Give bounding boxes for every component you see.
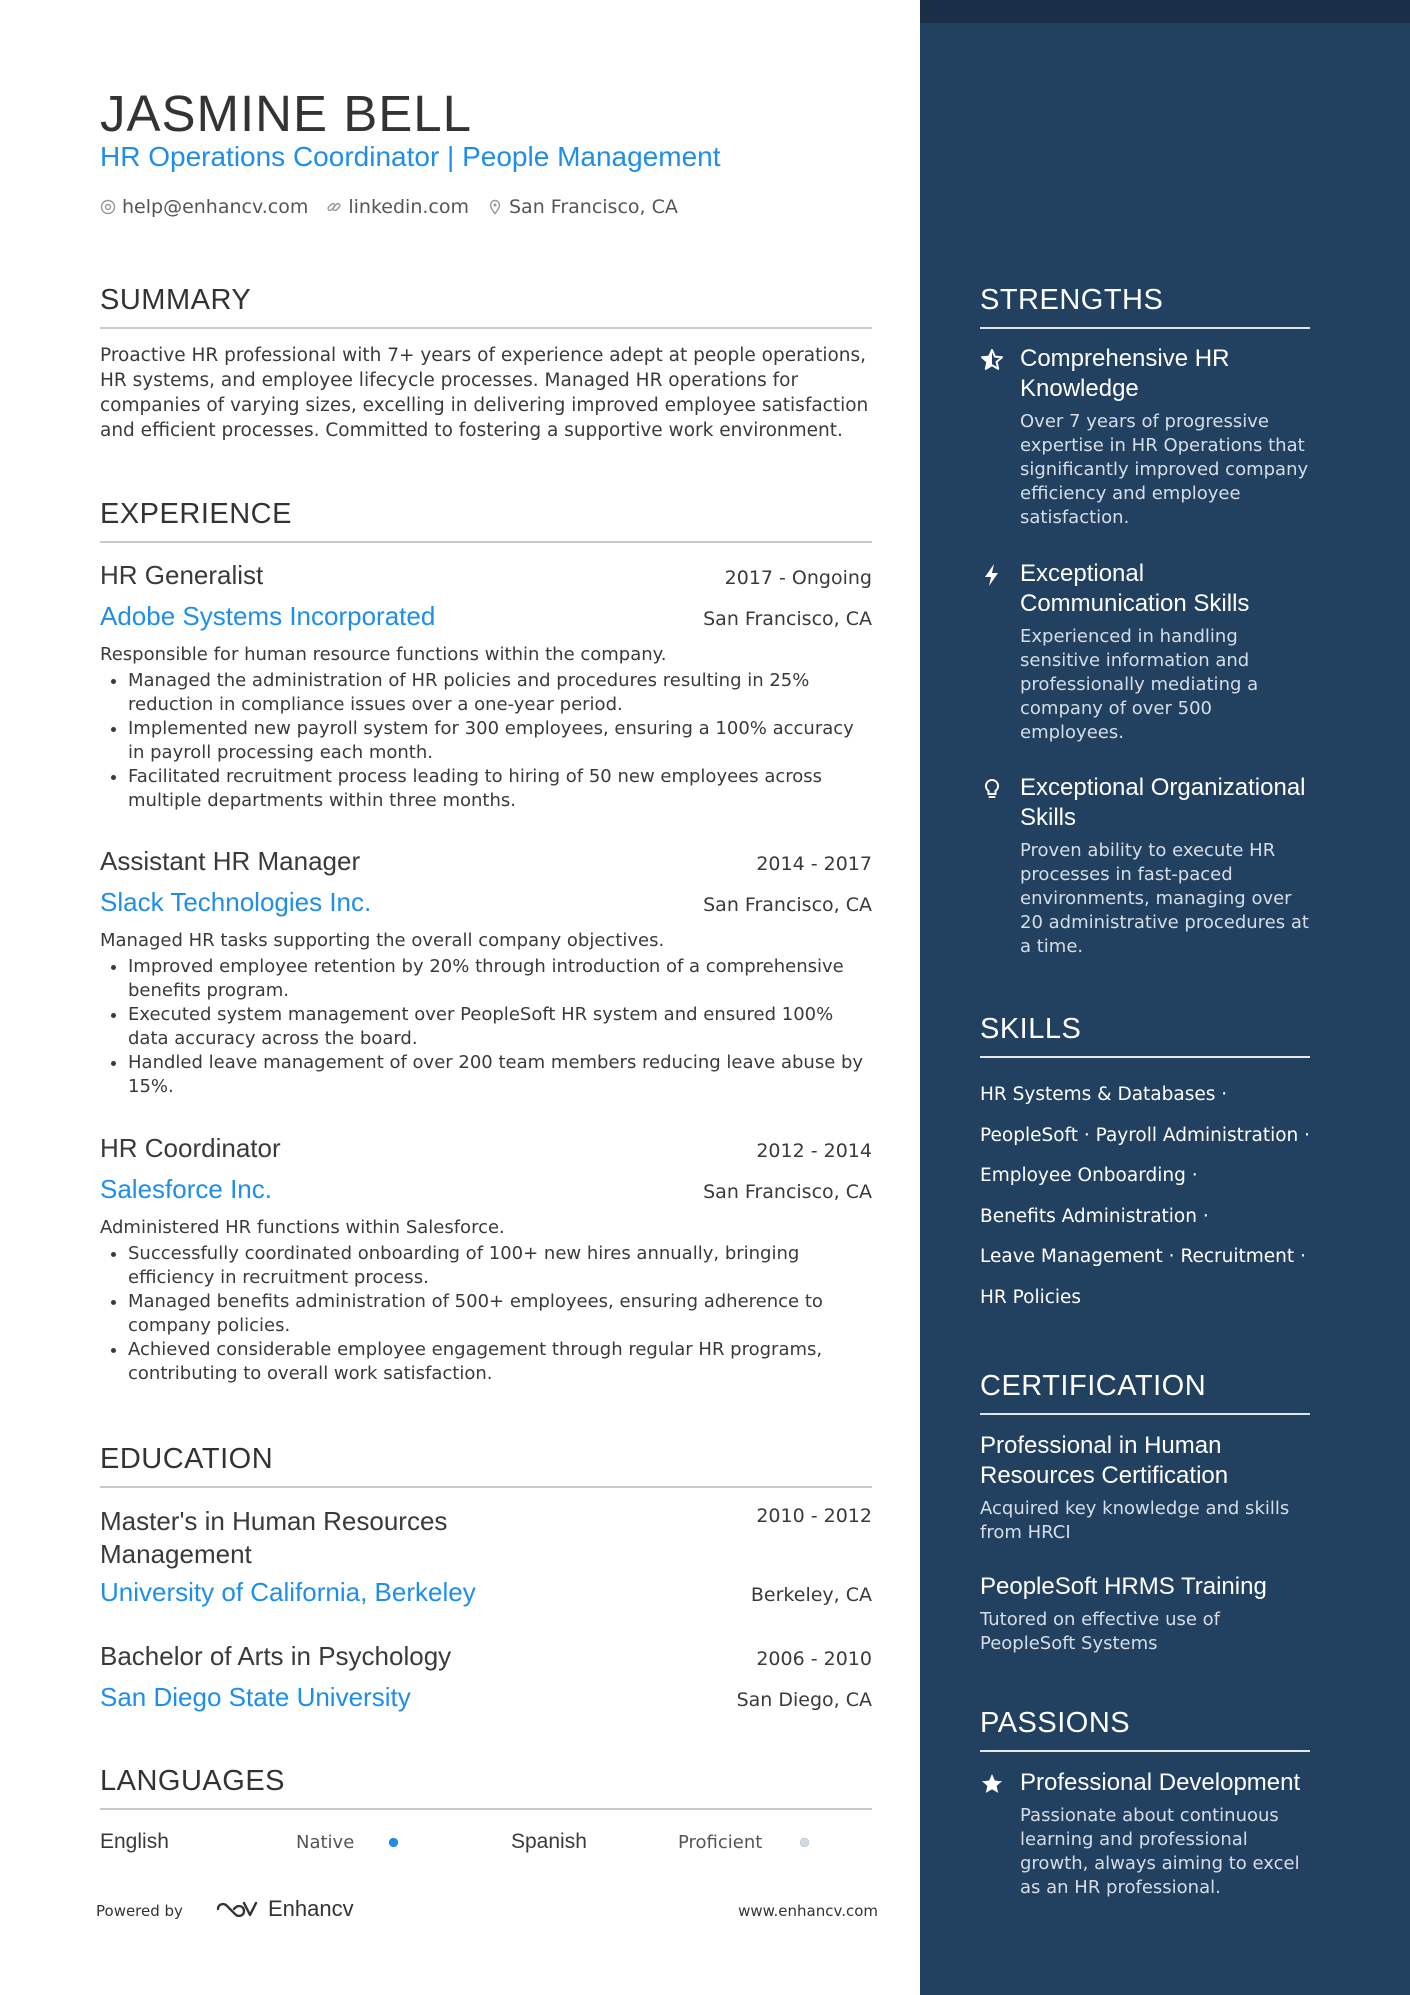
job-bullet: • Handled leave management of over 200 team members reducing leave abuse by 15%. (128, 1051, 872, 1099)
enhancv-logo[interactable] (214, 1896, 354, 1922)
job-bullet: • Managed the administration of HR policies and procedures resulting in 25% reduction in compliance issues over a one-year period. (128, 669, 872, 717)
experience-section (100, 498, 872, 543)
summary-heading: SUMMARY (100, 284, 872, 329)
rating-dot-empty (800, 1838, 809, 1847)
education-date: 2010 - 2012 (756, 1505, 872, 1527)
powered-by-label: Powered by (96, 1902, 183, 1920)
enhancv-url[interactable]: www.enhancv.com (738, 1902, 878, 1920)
skills-line: Benefits Administration · (980, 1205, 1209, 1227)
email-contact[interactable] (100, 196, 308, 218)
education-location: Berkeley, CA (750, 1584, 872, 1606)
job-date: 2014 - 2017 (756, 853, 872, 875)
skill-item: Recruitment (1180, 1246, 1295, 1267)
skill-item: Employee Onboarding (980, 1165, 1186, 1186)
job-entry (100, 846, 872, 1099)
at-icon (100, 199, 116, 215)
certification-title: PeopleSoft HRMS Training (980, 1573, 1267, 1600)
strength-title: Exceptional Communication Skills (1020, 560, 1250, 617)
education-school: San Diego State University (100, 1682, 411, 1712)
education-entry (100, 1641, 872, 1713)
language-name: English (100, 1830, 169, 1853)
skills-line (980, 1278, 1320, 1319)
job-bullet: • Achieved considerable employee engagement through regular HR programs, contributing to overall work satisfaction. (128, 1338, 872, 1386)
skills-line: Leave Management · Recruitment · (980, 1246, 1306, 1267)
linkedin-text: linkedin.com (348, 196, 469, 218)
location-pin-icon (487, 199, 503, 215)
star-icon (980, 1772, 1004, 1796)
job-company: Adobe Systems Incorporated (100, 601, 436, 631)
lightbulb-icon (980, 777, 1004, 801)
passion-title: Professional Development (1020, 1769, 1301, 1796)
passions-heading: PASSIONS (980, 1707, 1310, 1752)
strength-title: Exceptional Organizational Skills (1020, 774, 1306, 831)
lightning-icon (980, 563, 1004, 587)
strength-item (980, 559, 1310, 745)
link-icon (326, 199, 342, 215)
skill-item: HR Policies (980, 1286, 1082, 1308)
job-description: Administered HR functions within Salesforce. (100, 1217, 505, 1238)
job-entry (100, 1133, 872, 1386)
job-bullet: • Successfully coordinated onboarding of 100+ new hires annually, bringing efficiency in recruitment process. (128, 1242, 872, 1290)
language-name: Spanish (511, 1830, 587, 1853)
passion-text: Passionate about continuous learning and professional growth, always aiming to excel as an HR professional. (1020, 1805, 1300, 1898)
education-section (100, 1443, 872, 1488)
email-text: help@enhancv.com (122, 196, 309, 218)
job-entry (100, 560, 872, 813)
education-date: 2006 - 2010 (756, 1648, 872, 1670)
job-role: HR Generalist (100, 560, 264, 590)
experience-heading: EXPERIENCE (100, 498, 872, 543)
strengths-section (980, 284, 1310, 329)
skills-line: PeopleSoft · Payroll Administration · (980, 1124, 1311, 1146)
strength-text: Over 7 years of progressive expertise in HR Operations that significantly improved company efficiency and employee satisfaction. (1020, 411, 1309, 528)
job-description: Managed HR tasks supporting the overall company objectives. (100, 930, 665, 951)
skills-section (980, 1013, 1310, 1058)
strength-item (980, 344, 1310, 530)
language-level: Proficient (678, 1832, 763, 1853)
linkedin-contact[interactable] (326, 196, 469, 218)
job-description: Responsible for human resource functions within the company. (100, 644, 667, 665)
job-bullet: • Executed system management over PeopleSoft HR system and ensured 100% data accuracy across the board. (128, 1003, 872, 1051)
education-location: San Diego, CA (736, 1689, 872, 1711)
certification-text: Acquired key knowledge and skills from HRCI (980, 1498, 1290, 1543)
location-contact (487, 196, 678, 218)
certification-title: Professional in Human Resources Certification (980, 1432, 1229, 1489)
skill-item: Payroll Administration (1095, 1124, 1299, 1146)
job-company: Slack Technologies Inc. (100, 887, 372, 917)
rating-dot-filled (389, 1838, 398, 1847)
enhancv-logo-icon (214, 1897, 260, 1921)
job-date: 2017 - Ongoing (724, 567, 872, 589)
skill-item: Benefits Administration (980, 1205, 1197, 1227)
strengths-heading: STRENGTHS (980, 284, 1310, 329)
language-level: Native (296, 1832, 355, 1853)
skills-heading: SKILLS (980, 1013, 1310, 1058)
certification-text: Tutored on effective use of PeopleSoft Systems (980, 1609, 1220, 1654)
languages-section (100, 1765, 872, 1810)
contact-bar (100, 196, 678, 218)
job-bullet: • Managed benefits administration of 500+ employees, ensuring adherence to company policies. (128, 1290, 872, 1338)
skills-list (980, 1075, 1320, 1318)
sidebar-topbar (920, 0, 1410, 23)
location-text: San Francisco, CA (509, 196, 678, 218)
education-degree: Master's in Human Resources Management (100, 1506, 448, 1569)
certification-section (980, 1370, 1310, 1415)
skill-item: Leave Management (980, 1246, 1163, 1267)
skills-line: HR Systems & Databases · (980, 1084, 1228, 1105)
job-role: Assistant HR Manager (100, 846, 361, 876)
job-bullet: • Improved employee retention by 20% through introduction of a comprehensive benefits program. (128, 955, 872, 1003)
job-bullets (100, 1242, 872, 1386)
education-school: University of California, Berkeley (100, 1577, 476, 1607)
education-entry (100, 1505, 872, 1608)
summary-section (100, 284, 872, 443)
job-bullets (100, 955, 872, 1099)
job-location: San Francisco, CA (703, 608, 872, 630)
candidate-title: HR Operations Coordinator | People Management (100, 141, 721, 172)
enhancv-brand: Enhancv (268, 1896, 354, 1921)
certification-item (980, 1431, 1320, 1545)
education-degree: Bachelor of Arts in Psychology (100, 1641, 452, 1671)
passions-section (980, 1707, 1310, 1752)
job-bullets (100, 669, 872, 813)
job-bullet: • Facilitated recruitment process leading to hiring of 50 new employees across multiple departments within three months. (128, 765, 872, 813)
job-date: 2012 - 2014 (756, 1140, 872, 1162)
passion-item (980, 1768, 1310, 1900)
candidate-name: JASMINE BELL (100, 85, 472, 142)
star-half-icon (980, 348, 1004, 372)
strength-text: Experienced in handling sensitive information and professionally mediating a company of over 500 employees. (1020, 626, 1259, 743)
skill-item: HR Systems & Databases (980, 1084, 1216, 1105)
strength-item (980, 773, 1310, 959)
education-heading: EDUCATION (100, 1443, 872, 1488)
summary-text: Proactive HR professional with 7+ years of experience adept at people operations, HR systems, and employee lifecycle processes. Managed HR operations for companies of varying sizes, excelling in delivering improved employee satisfaction and efficient processes. Committed to fostering a supportive work environment. (100, 345, 869, 441)
job-location: San Francisco, CA (703, 1181, 872, 1203)
certification-item (980, 1572, 1320, 1656)
skill-item: PeopleSoft (980, 1124, 1078, 1146)
job-bullet: • Implemented new payroll system for 300 employees, ensuring a 100% accuracy in payroll processing each month. (128, 717, 872, 765)
job-location: San Francisco, CA (703, 894, 872, 916)
job-company: Salesforce Inc. (100, 1174, 272, 1204)
job-role: HR Coordinator (100, 1133, 281, 1163)
languages-heading: LANGUAGES (100, 1765, 872, 1810)
certification-heading: CERTIFICATION (980, 1370, 1310, 1415)
strength-title: Comprehensive HR Knowledge (1020, 345, 1230, 402)
strength-text: Proven ability to execute HR processes in fast-paced environments, managing over 20 administrative procedures at a time. (1020, 840, 1309, 957)
skills-line: Employee Onboarding · (980, 1165, 1198, 1186)
